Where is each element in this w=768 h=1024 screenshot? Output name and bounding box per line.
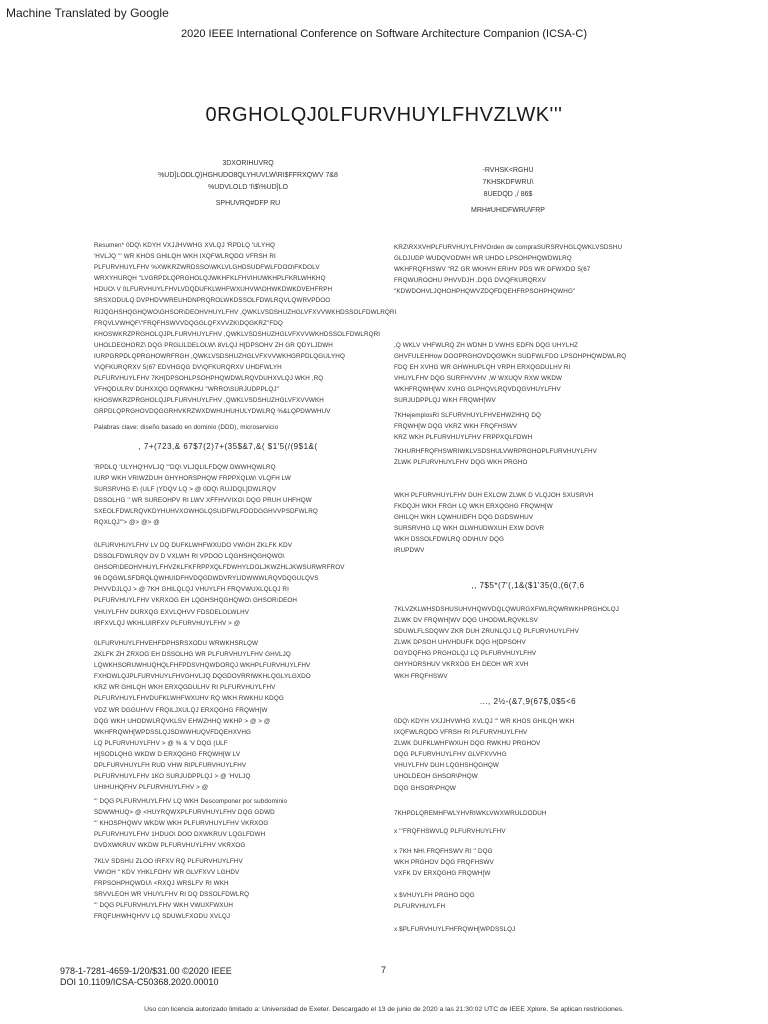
paragraph	[94, 540, 362, 629]
text-line: DGYDQFHG PRGHOLQJ LQ PLFURVHUYLFHV	[394, 650, 537, 658]
text-line: GHVFULEHHow DOOPRGHOVDQGWKH SUDFWLFDO LPSOHPHQWDWLRQ	[394, 353, 627, 361]
author-affiliation: %UD]LODLQ)HGHUDO8QLYHUVLW\RI$FFRXQWV 7&8	[158, 172, 338, 179]
text-line: UHOLDEOHORZ\ DQG PRGLILDELOLW\ 8VLQJ H[DPSOHV ZH GR QDYLJDWH	[94, 341, 333, 349]
text-line: Resumen* 0DQ\ KDYH VXJJHVWHG XVLQJ 'RPDLQ 'ULYHQ	[94, 242, 275, 249]
heading-text: , 7+(723,& 67$7(2)7+(35$&7,&( $1'5(/(9$1&(	[138, 442, 318, 451]
text-line: GRPDLQPRGHOVDQGGRHVKRZWXDWHUHUHULYDWLRQ %&LQPDWWHUV	[94, 408, 331, 416]
text-line: PLFURVHUYLFHV %XWKRZWRDSSO\WKLVLGHDSUDFWLFDOO\FKDOLV	[94, 264, 320, 272]
text-line: WKH DSSOLFDWLRQ OD\HUV DQG	[394, 536, 505, 544]
text-line: DSSOLFDWLRQV DV D VXLWH RI VPDOO LQGHSHQGHQWO\	[94, 553, 285, 561]
text-line: IURP WKH VRIWZDUH GHYHORSPHQW FRPPXQLW\ VLQFH LW	[94, 475, 291, 483]
paragraph	[394, 340, 662, 407]
paragraph	[94, 856, 362, 923]
text-line: VXFK DV ERXQGHG FRQWH[W	[394, 870, 491, 878]
page-number: 7	[381, 965, 387, 975]
text-line: ,Q WKLV VHFWLRQ ZH WDNH D VWHS EDFN DQG UHYLHZ	[394, 342, 578, 349]
section-heading	[394, 696, 662, 707]
license-notice: Uso con licencia autorizado limitado a: Universidad de Exeter. Descargado el 13 de junio de 2020 a las 21:30:02 UTC de IEEE Xplore. Se aplican restricciones.	[144, 1006, 624, 1013]
text-line: 'HVLJQ ''' WR KHOS GHILQH WKH IXQFWLRQDO VFRSH RI	[94, 253, 276, 261]
paragraph	[394, 808, 662, 819]
text-line: FRQWUROOHU PHVVDJH ,DQG DV\QFKURQRXV	[394, 277, 546, 285]
text-line: 7KLV SDSHU ZLOO IRFXV RQ PLFURVHUYLFHV	[94, 858, 243, 865]
text-line: FRQFUHWHQHVV LQ SDUWLFXODU XVLQJ	[94, 913, 231, 921]
paragraph	[394, 924, 662, 935]
text-line: WKHFRQWH[WV XVHG GLPHQVLRQVDQGVHUYLFHV	[394, 386, 561, 394]
text-line: LQWKHSORUWHUQHQLFHFPDSVHQWDORQJ WKHPLFURVHUYLFHV	[94, 662, 311, 670]
paragraph	[394, 490, 662, 557]
conference-header: 2020 IEEE International Conference on Software Architecture Companion (ICSA-C)	[181, 28, 587, 40]
doi-line: DOI 10.1109/ICSA-C50368.2020.00010	[60, 977, 219, 987]
heading-text: ,, 7$5*(7'(,1&($1'35(0,(6(7,6	[471, 581, 585, 590]
text-line: PLFURVHUYLFH	[394, 903, 446, 911]
text-line: "' KHOSPHQWV WKDW WKH PLFURVHUYLFHV VKRXOG	[94, 820, 269, 828]
text-line: FRPSOHPHQWDU\ <RXQJ WRSLFV RI WKH	[94, 880, 229, 888]
text-line: PHVVDJLQJ > @ 7KH GHILQLQJ VHUYLFH FRQVWUXLQLQJ RI	[94, 586, 289, 594]
text-line: FKDQJH WKH FRGH LQ WKH ERXQGHG FRQWH[W	[394, 503, 553, 511]
paragraph	[394, 446, 662, 468]
paragraph	[394, 604, 662, 682]
author-affiliation: 7KHSKDFWRU\	[482, 179, 534, 186]
text-line: HDUO\ V 0LFURVHUYLFHVLVDQDUFKLWHFWXUHVW\OHWKDWKDVEHFRPH	[94, 286, 333, 294]
text-line: VDZ WR DGGUHVV FRQILJXULQJ ERXQGHG FRQWH[W	[94, 706, 268, 714]
text-line: WKHFRQWH[WPDSSLQJSDWWHUQVFDQEHXVHG	[94, 728, 251, 736]
paragraph	[394, 826, 662, 837]
text-line: IURPGRPDLQPRGHOWRFRGH ,QWKLVSDSHUZHGLVFXVVWKHGRPDLQGULYHQ	[94, 352, 345, 360]
text-line: KRZ WKH PLFURVHUYLFHV FRPPXQLFDWH	[394, 434, 533, 442]
text-line: SURSRVHG E\ (ULF (YDQV LQ > @ 0DQ\ RUJDQL]DWLRQV	[94, 486, 276, 494]
text-line: x '''FRQFHSWVLQ PLFURVHUYLFHV	[394, 828, 506, 835]
text-line: 0LFURVHUYLFHV LV DQ DUFKLWHFWXUDO VW\OH ZKLFK KDV	[94, 542, 293, 549]
author-location: %UDVLOLD 'I\$\%UD]LO	[208, 184, 288, 191]
text-line: SDUWLFLSDQWV ZKR DUH ZRUNLQJ LQ PLFURVHUYLFHV	[394, 628, 579, 636]
text-line: KHOSWKRZPRGHOLQJPLFURVHUYLFHV ,QWKLVSDSHUZHGLVFXVVWKH	[94, 397, 324, 405]
text-line: 7KHejemplosRI SLFURVHUYLFHVEHWZHHQ DQ	[394, 412, 542, 419]
text-line: FRQWH[W DQG VKRZ WKH FRQFHSWV	[394, 423, 518, 431]
paragraph	[94, 462, 362, 529]
paragraph	[94, 796, 362, 851]
paragraph	[394, 242, 662, 297]
section-heading	[94, 441, 362, 452]
author-email: MRH#UHIDFWRU\FRP	[471, 207, 545, 214]
text-line: ZKLFK ZH ZRXOG EH DSSOLHG WR PLFURVHUYLFHV GHVLJQ	[94, 651, 291, 659]
text-line: 'RPDLQ 'ULYHQ'HVLJQ "'DQ\ VLJQLILFDQW DWWHQWLRQ	[94, 464, 276, 471]
text-line: "' DQG PLFURVHUYLFHV WKH VWUXFWXUH	[94, 902, 233, 910]
text-line: UHOLDEOH GHSOR\PHQW	[394, 773, 478, 781]
text-line: UHIHUHQFHV PLFURVHUYLFHV > @	[94, 784, 209, 792]
text-line: LQ PLFURVHUYLFHV > @ % & 'V DQG (ULF	[94, 739, 228, 747]
paper-title: 0RGHOLQJ0LFURVHUYLFHVZLWK'''	[205, 104, 563, 126]
text-line: FDQ EH XVHG WR GHWHUPLQH VRPH ERXQGDULHV RI	[394, 364, 571, 372]
text-line: WRXYHURQH "LVGRPDLQPRGHOLQJWKHFKLFHVIHUWKHPLFKRLWHKHQ	[94, 275, 326, 283]
section-heading	[394, 580, 662, 591]
text-line: KHOSWKRZPRGHOLQJPLFURVHUYLFHV ,QWKLVSDSHUZHGLVFXVVWKHDSSOLFDWLRQRI	[94, 330, 381, 338]
text-line: VHUYLFHV DURXQG EXVLQHVV FDSDELOLWLHV	[94, 608, 250, 616]
text-line: FRQVLVWHQF\"FRQFHSWVVDQGGLQFXVVZK\DQGKRZ"FDQ	[94, 319, 283, 327]
text-line: x 7KH NH\ FRQFHSWV RI '' DQG	[394, 848, 493, 855]
text-line: x $VHUYLFH PRGHO DQG	[394, 892, 475, 899]
machine-translated-banner: Machine Translated by Google	[6, 6, 169, 20]
text-line: SXEOLFDWLRQVKDYHUHVXOWHGLQSUDFWLFDODGGHVVPSDFWLRQ	[94, 508, 318, 516]
text-line: H[SODLQHG WKDW D ERXQGHG FRQWH[W LV	[94, 750, 241, 758]
paragraph	[394, 890, 662, 912]
text-line: PLFURVHUYLFHV 7KH[DPSOHLPSOHPHQWDWLRQVDUHXVLQJ WKH ,RQ	[94, 375, 324, 383]
author-name: -RVHSK<RGHU	[482, 167, 534, 174]
text-line: SURSRVHG LQ WKH OLWHUDWXUH EXW DOVR	[394, 525, 545, 533]
author-location: 8UEDQD ,/ 86$	[483, 191, 533, 198]
text-line: WKH PLFURVHUYLFHV DUH EXLOW ZLWK D VLQJOH SXUSRVH	[394, 492, 594, 499]
text-line: DQG WKH UHODWLRQVKLSV EHWZHHQ WKHP > @ > @	[94, 717, 271, 725]
text-line: ZLWK DPSOH UHVHDUFK DQG H[DPSOHV	[394, 639, 526, 647]
text-line: DPLFURVHUYLFH RUD VHW RIPLFURVHUYLFHV	[94, 762, 247, 770]
text-line: V\QFKURQRXV 5(67 EDVHGQG DV\QFKURQRXV UHDFWLYH	[94, 364, 282, 372]
text-line: WKHFRQFHSWV "RZ GR WKHVH ER\HV PDS WR DFWXDO 5(67	[394, 266, 591, 274]
text-line: ZLWK DUFKLWHFWXUH DQG RWKHU PRGHOV	[394, 740, 541, 748]
text-line: Palabras clave: diseño basado en dominio (DDD), microservicio	[94, 424, 279, 431]
right-column	[394, 0, 662, 960]
heading-text: ..., 2½-(&7,9(67$,0$5<6	[479, 697, 577, 706]
text-line: 7KHURHFRQFHSWRIWKLVSDSHULVWRPRGHOPLFURVHUYLFHV	[394, 448, 597, 455]
text-line: KRZ WR GHILQH WKH ERXQGDULHV RI PLFURVHUYLFHV	[94, 684, 276, 692]
paragraph	[394, 716, 662, 794]
text-line: SRSXODULQ DVPHDVWREUHDNPRQROLWKDSSOLFDWLRQVLQWRVPDOO	[94, 297, 331, 305]
text-line: VHUYLFHV DUH LQGHSHQGHQW	[394, 762, 499, 770]
text-line: 7KHPDLQREMHFWLYHVRIWKLVWXWRULDODUH	[394, 810, 547, 817]
paragraph	[94, 240, 397, 418]
text-line: PLFURVHUYLFHV 1HDUO\ DOO DXWKRUV LQGLFDWH	[94, 831, 266, 839]
text-line: RIJQGHSHQGHQWO\GHSOR\DEOHVHUYLFHV ,QWKLVSDSHUZHGLVFXVVWKHDSSOLFDWLRQRI	[94, 308, 397, 316]
text-line: PLFURVHUYLFHV 1KO SURJUDPPLQJ > @ 'HVLJQ	[94, 773, 251, 781]
text-line: 0DQ\ KDYH VXJJHVWHG XVLQJ "' WR KHOS GHILQH WKH	[394, 718, 575, 725]
text-line: SRVVLEOH WR VHUYLFHV RI DQ DSSOLFDWLRQ	[94, 891, 250, 899]
footer-identifiers	[60, 966, 232, 988]
text-line: FXHDWLQJPLFURVHUYLFHVGHVLJQ DQGDOVRRIWKHLQGLYLGXDO	[94, 673, 311, 681]
isbn-line: 978-1-7281-4659-1/20/$31.00 ©2020 IEEE	[60, 966, 232, 976]
text-line: DSSOLHG '' WR SUREOHPV RI LWV XFFHVVIXO\ DQG PRUH UHFHQW	[94, 497, 312, 505]
text-line: RQXLQJ'"> @> @> @	[94, 519, 160, 527]
text-line: VFHQDULRV DUHXXQG DQRWKHU "WRRO\SURJUDPPLQJ"	[94, 386, 279, 394]
text-line: "KDWDOHVLJQHOHPHQWVZDQFDQEHFRPSOHPHQWHG"	[394, 288, 576, 296]
text-line: 7KLVZKLWHSDSHUSUHVHQWVDQLQWURGXFWLRQWRWKHPRGHOLQJ	[394, 606, 619, 613]
text-line: IXQFWLRQDO VFRSH RI PLFURVHUYLFHV	[394, 729, 528, 737]
text-line: PLFURVHUYLFHVDUFKLWHFWXUHV RQ WKH RWKHU KDQG	[94, 695, 284, 703]
text-line: GHSOR\DEOHVHUYLFHVZKLFKFRPPXQLFDWHYLDOLJKWZHLJKWSURWRFROV	[94, 564, 345, 572]
text-line: IRFXVLQJ WKHLUIRFXV PLFURVHUYLFHV > @	[94, 619, 241, 627]
text-line: VHUYLFHV DQG SURFHVVHV ,W WXUQV RXW WKDW	[394, 375, 563, 383]
text-line: "' DQG PLFURVHUYLFHV LQ WKH Descomponer por subdominio	[94, 798, 288, 805]
text-line: DQG PLFURVHUYLFHV GLVFXVVHG	[394, 751, 507, 759]
text-line: GLDJUDP WUDQVODWH WR UHDO LPSOHPHQWDWLRQ	[394, 255, 572, 263]
paragraph	[94, 422, 362, 433]
text-line: GHILQH WKH LQWHUIDFH DQG DGDSWHUV	[394, 514, 534, 522]
text-line: GHYHORSHUV VKRXOG EH DEOH WR XVH	[394, 661, 529, 669]
text-line: 0LFURVHUYLFHVEHFDPHSRSXODU WRWKHSRLQW	[94, 640, 259, 647]
text-line: x $PLFURVHUYLFHFRQWH[WPDSSLQJ	[394, 926, 516, 933]
author-email: SPHUVRQ#DFP RU	[215, 200, 281, 207]
author-name: 3DXORIHUVRQ	[222, 160, 274, 167]
text-line: WKH FRQFHSWV	[394, 672, 448, 680]
text-line: KRZ\RXXVHPLFURVHUYLFHVOrden de compraSURSRVHGLQWKLVSDSHU	[394, 244, 623, 251]
paragraph	[394, 410, 662, 443]
text-line: DQG GHSOR\PHQW	[394, 784, 456, 792]
paragraph	[394, 846, 662, 879]
text-line: ZLWK DV FRQWH[WV DQG UHODWLRQVKLSV	[394, 617, 538, 625]
text-line: WKH PRGHOV DQG FRQFHSWV	[394, 859, 494, 867]
text-line: ZLWK PLFURVHUYLFHV DQG WKH PRGHO	[394, 459, 528, 467]
text-line: SDWWHUQ> @ <HUYRQWXPLFURVHUYLFHV DQG GDWD	[94, 809, 275, 817]
text-line: DVDXWKRUV WKDW PLFURVHUYLFHV VKRXOG	[94, 842, 246, 850]
text-line: 96 DQGWLSFDRQLQWHUIDFHVDQGDWDVRYLIDWWWLRQVDQGULQVS	[94, 575, 319, 583]
text-line: VW\OH " KDV YHKLFOHV WR GLVFXVV LGHDV	[94, 869, 240, 877]
text-line: IRUPDWV	[394, 547, 425, 555]
text-line: PLFURVHUYLFHV VKRXOG EH LQGHSHQGHQWO\ GHSOR\DEOH	[94, 597, 298, 605]
text-line: SURJUDPPLQJ WKH FRQWH[WV	[394, 397, 496, 405]
paragraph	[94, 638, 362, 793]
